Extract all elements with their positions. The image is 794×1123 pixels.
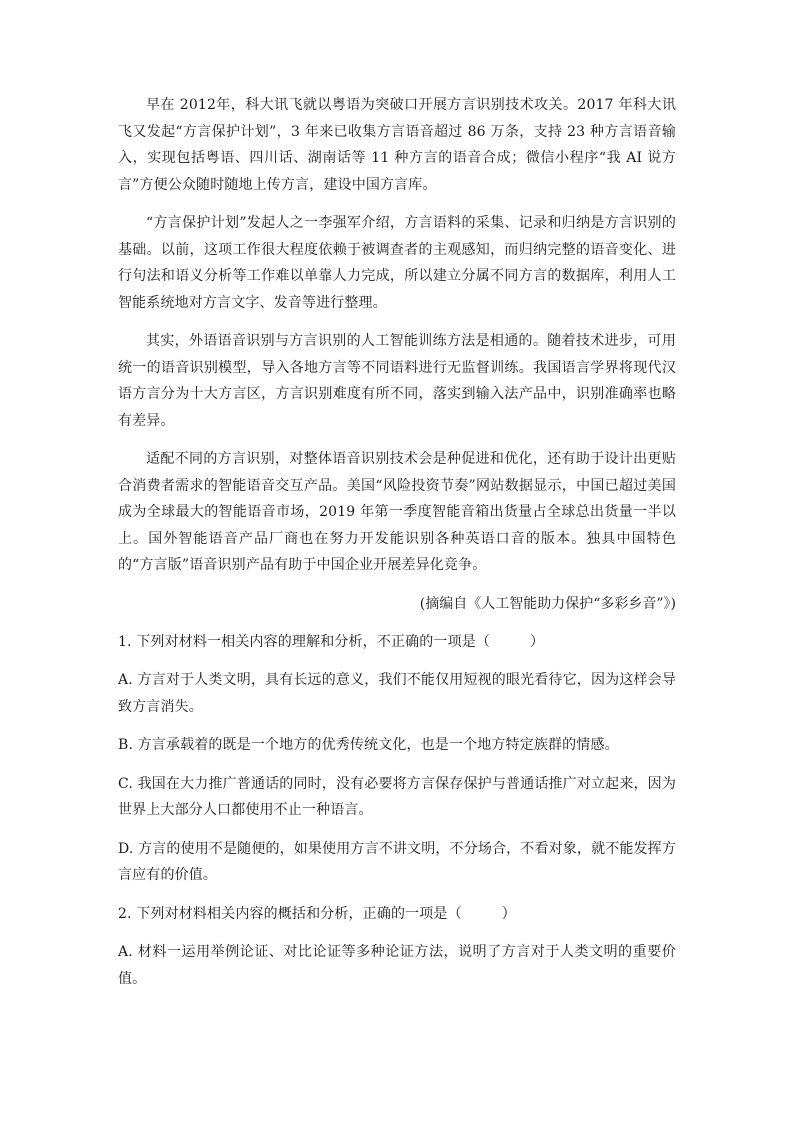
option-text: 方言的使用不是随便的，如果使用方言不讲文明，不分场合，不看对象，就不能发挥方言应有的价值。 bbox=[118, 840, 676, 883]
question-1-text: 下列对材料一相关内容的理解和分析，不正确的一项是（ bbox=[136, 633, 491, 650]
question-1-option-c bbox=[118, 771, 676, 824]
question-2-stem bbox=[118, 901, 676, 928]
passage-source: (摘编自《人工智能助力保护“多彩乡音”》) bbox=[419, 595, 676, 612]
question-1-option-d bbox=[118, 836, 676, 889]
option-label: D. bbox=[118, 840, 134, 857]
question-2-number: 2. bbox=[118, 905, 132, 922]
question-1-option-a bbox=[118, 667, 676, 720]
question-1-paren-close: ） bbox=[530, 633, 545, 650]
question-1-stem bbox=[118, 629, 676, 656]
option-text: 材料一运用举例论证、对比论证等多种论证方法，说明了方言对于人类文明的重要价值。 bbox=[118, 944, 676, 987]
question-1-number: 1. bbox=[118, 633, 132, 650]
option-label: C. bbox=[118, 775, 133, 792]
option-text: 我国在大力推广普通话的同时，没有必要将方言保存保护与普通话推广对立起来，因为世界上大部分人口都使用不止一种语言。 bbox=[118, 775, 676, 818]
option-text: 方言承载着的既是一个地方的优秀传统文化，也是一个地方特定族群的情感。 bbox=[137, 737, 619, 753]
question-2-option-a bbox=[118, 939, 676, 992]
passage-paragraph-3: 其实，外语语音识别与方言识别的人工智能训练方法是相通的。随着技术进步，可用统一的语音识别模型，导入各地方言等不同语料进行无监督训练。我国语言学界将现代汉语方言分为十大方言区，方言识别难度有所不同，落实到输入法产品中，识别准确率也略有差异。 bbox=[118, 333, 676, 429]
passage-paragraph-1: 早在 2012年，科大讯飞就以粤语为突破口开展方言识别技术攻关。2017 年科大讯飞又发起“方言保护计划”，3 年来已收集方言语音超过 86 万条，支持 23 种方言语音输入，实现包括粤语、四川话、湖南话等 11 种方言的语音合成；微信小程序“我 AI 说方言”方便公众随时随地上传方言，建设中国方言库。 bbox=[118, 97, 676, 193]
question-2-text: 下列对材料相关内容的概括和分析，正确的一项是（ bbox=[136, 905, 462, 922]
passage-paragraph-2: “方言保护计划”发起人之一李强军介绍，方言语料的采集、记录和归纳是方言识别的基础。以前，这项工作很大程度依赖于被调查者的主观感知，而归纳完整的语音变化、进行句法和语义分析等工作难以单靠人力完成，所以建立分属不同方言的数据库，利用人工智能系统地对方言文字、发音等进行整理。 bbox=[118, 215, 676, 311]
question-1-option-b bbox=[118, 732, 676, 759]
option-text: 方言对于人类文明，具有长远的意义，我们不能仅用短视的眼光看待它，因为这样会导致方言消失。 bbox=[118, 672, 676, 715]
passage-paragraph-4: 适配不同的方言识别，对整体语音识别技术会是种促进和优化，还有助于设计出更贴合消费者需求的智能语音交互产品。美国“风险投资节奏”网站数据显示，中国已超过美国成为全球最大的智能语音市场，2019 年第一季度智能音箱出货量占全球总出货量一半以上。国外智能语音产品厂商也在努力开发能识别各种英语口音的版本。独具中国特色的“方言版”语音识别产品有助于中国企业开展差异化竞争。 bbox=[118, 451, 676, 573]
option-label: A. bbox=[118, 672, 133, 688]
question-2-paren-close: ） bbox=[501, 905, 516, 922]
option-label: B. bbox=[118, 737, 134, 753]
document-page bbox=[118, 92, 676, 1004]
option-label: A. bbox=[118, 944, 133, 960]
